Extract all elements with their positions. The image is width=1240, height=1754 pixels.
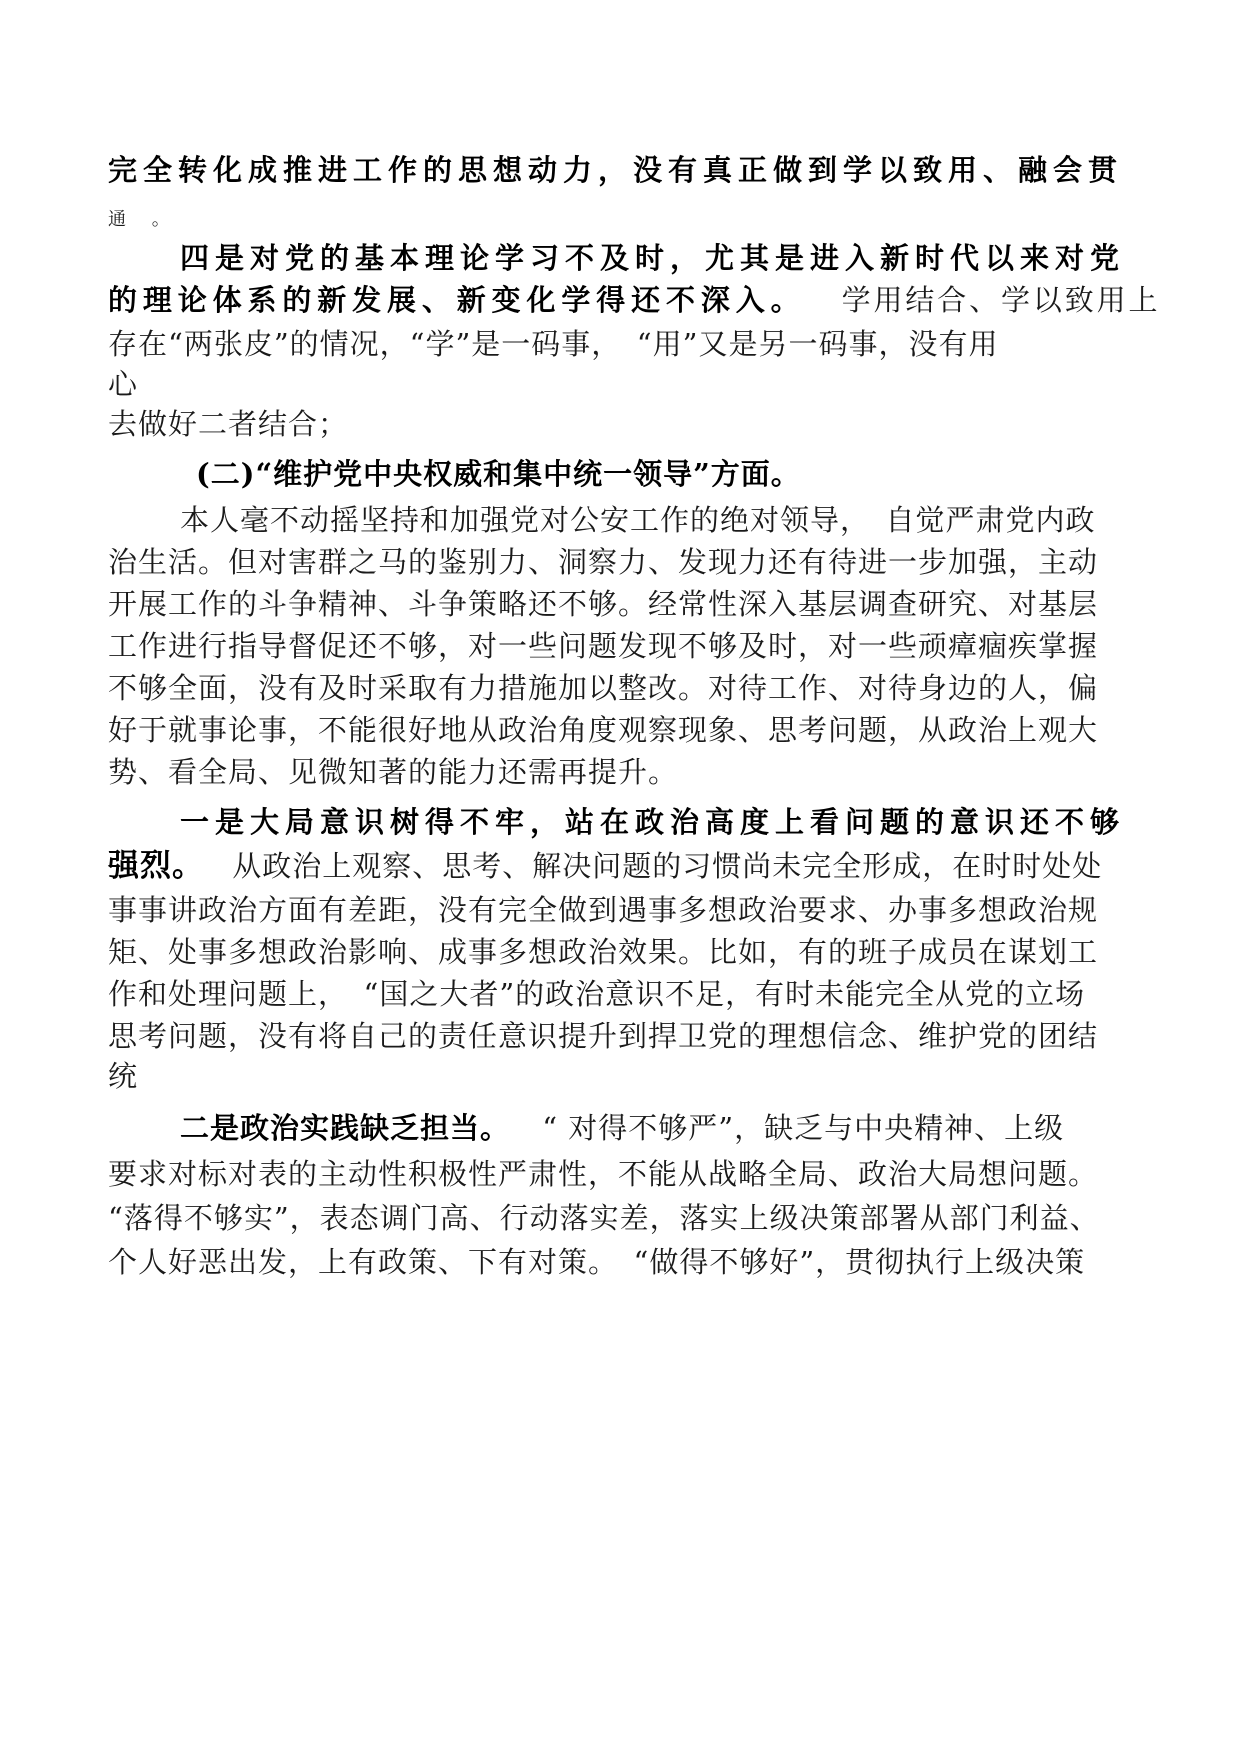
heading-text: 强烈。 xyxy=(108,848,204,884)
section-heading: (二)“维护党中央权威和集中统一领导”方面。 xyxy=(196,457,801,491)
text-line: 要求对标对表的主动性积极性严肃性，不能从战略全局、政治大局想问题。 xyxy=(108,1157,1099,1191)
text-line: “落得不够实”，表态调门高、行动落实差，落实上级决策部署从部门利益、 xyxy=(108,1201,1100,1235)
text-line: 个人好恶出发，上有政策、下有对策。 “做得不够好”，贯彻执行上级决策 xyxy=(108,1245,1086,1279)
body-text: 从政治上观察、思考、解决问题的习惯尚未完全形成，在时时处处 xyxy=(232,849,1103,883)
text-line: 治生活。但对害群之马的鉴别力、洞察力、发现力还有待进一步加强，主动 xyxy=(108,545,1099,579)
text-line: 好于就事论事，不能很好地从政治角度观察现象、思考问题，从政治上观大 xyxy=(108,713,1099,747)
text-line: 通 。 xyxy=(108,209,180,230)
text-line: 开展工作的斗争精神、斗争策略还不够。经常性深入基层调查研究、对基层 xyxy=(108,587,1099,621)
text-line: 作和处理问题上， “国之大者”的政治意识不足，有时未能完全从党的立场 xyxy=(108,977,1086,1011)
text-line: 存在“两张皮”的情况，“学”是一码事， “用”又是另一码事，没有用 xyxy=(108,327,999,361)
text-line: 心 xyxy=(108,367,139,401)
text-line: 不够全面，没有及时采取有力措施加以整改。对待工作、对待身边的人，偏 xyxy=(108,671,1099,705)
body-text: “ 对得不够严”，缺乏与中央精神、上级 xyxy=(542,1111,1065,1145)
text-line: 工作进行指导督促还不够，对一些问题发现不够及时，对一些顽瘴痼疾掌握 xyxy=(108,629,1099,663)
text-line xyxy=(108,844,1102,888)
heading-text: 的理论体系的新发展、新变化学得还不深入。 xyxy=(108,283,806,317)
paragraph-heading: 四是对党的基本理论学习不及时，尤其是进入新时代以来对党 xyxy=(180,241,1126,275)
body-text: 学用结合、学以致用上 xyxy=(841,283,1161,317)
text-line: 完全转化成推进工作的思想动力，没有真正做到学以致用、融会贯 xyxy=(108,153,1124,187)
heading-text: 二是政治实践缺乏担当。 xyxy=(180,1111,511,1145)
text-line: 事事讲政治方面有差距，没有完全做到遇事多想政治要求、办事多想政治规 xyxy=(108,893,1099,927)
text-line: 本人毫不动摇坚持和加强党对公安工作的绝对领导， 自觉严肃党内政 xyxy=(180,503,1096,537)
text-line: 势、看全局、见微知著的能力还需再提升。 xyxy=(108,755,679,789)
text-line: 思考问题，没有将自己的责任意识提升到捍卫党的理想信念、维护党的团结 xyxy=(108,1019,1099,1053)
text-line: 矩、处事多想政治影响、成事多想政治效果。比如，有的班子成员在谋划工 xyxy=(108,935,1099,969)
text-line: 去做好二者结合； xyxy=(108,407,349,441)
text-line xyxy=(108,278,1160,322)
text-line: 统 xyxy=(108,1059,139,1093)
paragraph-heading: 一是大局意识树得不牢，站在政治高度上看问题的意识还不够 xyxy=(180,805,1126,839)
text-line xyxy=(180,1106,1064,1150)
